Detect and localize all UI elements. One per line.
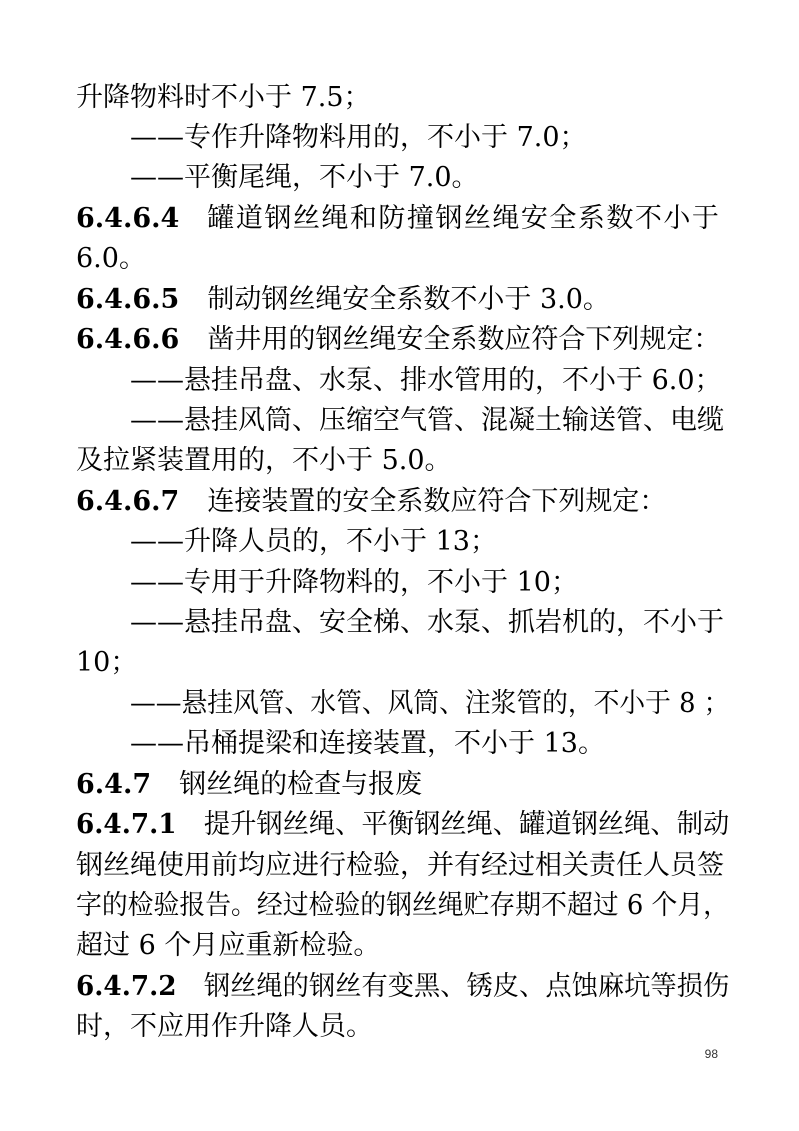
text-line: ——专用于升降物料的，不小于 10； [130, 567, 578, 598]
text-line: ——吊桶提梁和连接装置，不小于 13。 [130, 728, 605, 759]
section-heading [76, 765, 422, 805]
clause-line [76, 967, 729, 1007]
clause-text: 提升钢丝绳、平衡钢丝绳、罐道钢丝绳、制动 [203, 809, 730, 840]
text-line: ——悬挂吊盘、安全梯、水泵、抓岩机的，不小于 [130, 607, 724, 638]
text-line: ——升降人员的，不小于 13； [130, 526, 497, 557]
text-line: ——悬挂风管、水管、风筒、注浆管的，不小于 8 ； [130, 688, 730, 719]
page-number: 98 [704, 1047, 718, 1061]
clause-line [76, 280, 610, 320]
text-line: ——专作升降物料用的，不小于 7.0； [130, 122, 587, 153]
text-line: 时，不应用作升降人员。 [76, 1011, 373, 1042]
clause-line [76, 482, 666, 522]
clause-line [76, 805, 729, 845]
clause-text: 连接装置的安全系数应符合下列规定： [207, 486, 667, 517]
text-line: 钢丝绳使用前均应进行检验，并有经过相关责任人员签 [76, 850, 724, 881]
text-line: 升降物料时不小于 7.5； [76, 82, 371, 113]
section-title: 钢丝绳的检查与报废 [179, 769, 423, 800]
clause-number: 6.4.6.4 [76, 203, 180, 234]
clause-number: 6.4.7 [76, 769, 152, 800]
clause-text: 制动钢丝绳安全系数不小于 3.0。 [207, 284, 610, 315]
text-line: ——悬挂风筒、压缩空气管、混凝土输送管、电缆 [130, 405, 724, 436]
clause-text: 罐道钢丝绳和防撞钢丝绳安全系数不小于 [207, 203, 721, 234]
text-line: 及拉紧装置用的，不小于 5.0。 [76, 445, 452, 476]
clause-text: 钢丝绳的钢丝有变黑、锈皮、点蚀麻坑等损伤 [203, 971, 730, 1002]
clause-text: 凿井用的钢丝绳安全系数应符合下列规定： [207, 324, 721, 355]
clause-line [76, 199, 720, 239]
clause-line [76, 320, 720, 360]
clause-number: 6.4.7.2 [76, 971, 177, 1002]
text-line: 10； [76, 647, 138, 678]
text-line: 字的检验报告。经过检验的钢丝绳贮存期不超过 6 个月， [76, 890, 730, 921]
text-line: 超过 6 个月应重新检验。 [76, 930, 381, 961]
clause-number: 6.4.7.1 [76, 809, 177, 840]
text-line: 6.0。 [76, 243, 146, 274]
text-line: ——平衡尾绳，不小于 7.0。 [130, 162, 479, 193]
clause-number: 6.4.6.7 [76, 486, 180, 517]
text-line: ——悬挂吊盘、水泵、排水管用的，不小于 6.0； [130, 365, 722, 396]
clause-number: 6.4.6.6 [76, 324, 180, 355]
clause-number: 6.4.6.5 [76, 284, 180, 315]
